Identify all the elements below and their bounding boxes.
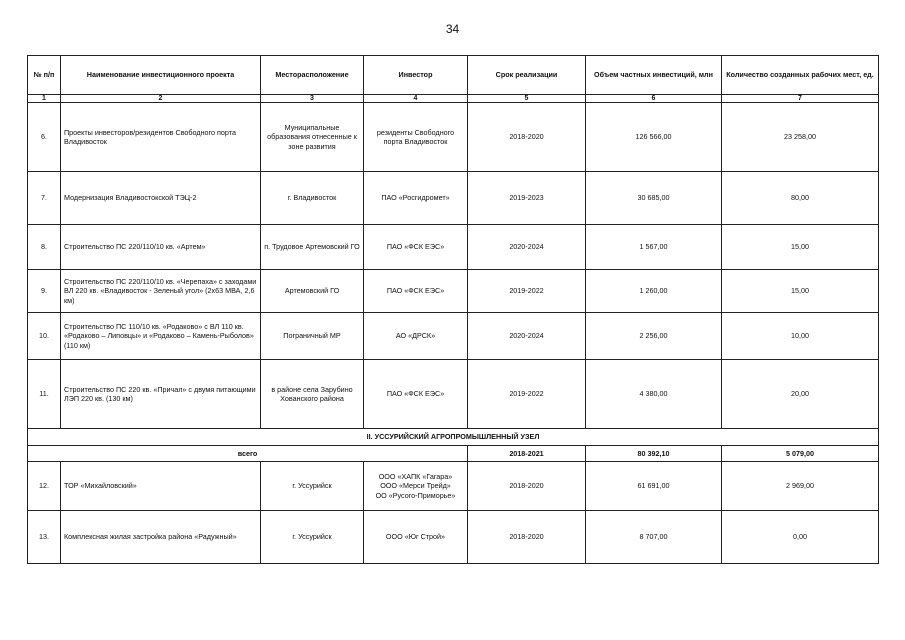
project-period: 2020-2024 bbox=[468, 313, 586, 360]
project-jobs: 20,00 bbox=[722, 360, 879, 429]
project-period: 2018-2020 bbox=[468, 103, 586, 172]
row-number: 12. bbox=[28, 462, 61, 511]
project-investment: 30 685,00 bbox=[586, 172, 722, 225]
project-jobs: 10,00 bbox=[722, 313, 879, 360]
project-investment: 126 566,00 bbox=[586, 103, 722, 172]
project-jobs: 15,00 bbox=[722, 225, 879, 270]
header-period: Срок реализации bbox=[468, 56, 586, 95]
project-investment: 1 260,00 bbox=[586, 270, 722, 313]
project-location: п. Трудовое Артемовский ГО bbox=[261, 225, 364, 270]
project-name: Строительство ПС 220/110/10 кв. «Черепаха» с заходами ВЛ 220 кв. «Владивосток - Зеленый угол» (2х63 МВА, 2,6 км) bbox=[61, 270, 261, 313]
header-investor: Инвестор bbox=[364, 56, 468, 95]
table-row bbox=[28, 511, 879, 564]
project-period: 2018-2020 bbox=[468, 511, 586, 564]
project-investment: 4 380,00 bbox=[586, 360, 722, 429]
column-number: 4 bbox=[364, 95, 468, 103]
row-number: 9. bbox=[28, 270, 61, 313]
row-number: 8. bbox=[28, 225, 61, 270]
table-row bbox=[28, 225, 879, 270]
project-name: ТОР «Михайловский» bbox=[61, 462, 261, 511]
project-name: Строительство ПС 220 кв. «Причал» с двумя питающими ЛЭП 220 кв. (130 км) bbox=[61, 360, 261, 429]
section-row bbox=[28, 429, 879, 446]
project-jobs: 80,00 bbox=[722, 172, 879, 225]
project-jobs: 15,00 bbox=[722, 270, 879, 313]
project-jobs: 23 258,00 bbox=[722, 103, 879, 172]
investment-projects-table bbox=[27, 55, 879, 564]
column-number: 7 bbox=[722, 95, 879, 103]
project-jobs: 2 969,00 bbox=[722, 462, 879, 511]
project-investor: ПАО «ФСК ЕЭС» bbox=[364, 360, 468, 429]
project-period: 2020-2024 bbox=[468, 225, 586, 270]
row-number: 10. bbox=[28, 313, 61, 360]
project-investor: ПАО «ФСК ЕЭС» bbox=[364, 225, 468, 270]
project-period: 2019-2022 bbox=[468, 270, 586, 313]
header-jobs: Количество созданных рабочих мест, ед. bbox=[722, 56, 879, 95]
project-investment: 61 691,00 bbox=[586, 462, 722, 511]
project-period: 2019-2022 bbox=[468, 360, 586, 429]
project-location: г. Владивосток bbox=[261, 172, 364, 225]
row-number: 7. bbox=[28, 172, 61, 225]
column-number: 5 bbox=[468, 95, 586, 103]
column-number-row bbox=[28, 95, 879, 103]
table-row bbox=[28, 360, 879, 429]
column-number: 6 bbox=[586, 95, 722, 103]
header-number: № п/п bbox=[28, 56, 61, 95]
project-investor: АО «ДРСК» bbox=[364, 313, 468, 360]
table-header-row bbox=[28, 56, 879, 95]
project-investor: резиденты Свободного порта Владивосток bbox=[364, 103, 468, 172]
total-period: 2018-2021 bbox=[468, 446, 586, 462]
column-number: 1 bbox=[28, 95, 61, 103]
header-location: Месторасположение bbox=[261, 56, 364, 95]
page-number: 34 bbox=[445, 22, 460, 36]
project-investor: ПАО «ФСК ЕЭС» bbox=[364, 270, 468, 313]
project-investor: ООО «ХАПК «Гагара» ООО «Мерси Трейд» ОО «Русого-Приморье» bbox=[364, 462, 468, 511]
total-investment: 80 392,10 bbox=[586, 446, 722, 462]
total-label: всего bbox=[28, 446, 468, 462]
section-title: II. УССУРИЙСКИЙ АГРОПРОМЫШЛЕННЫЙ УЗЕЛ bbox=[28, 429, 879, 446]
table-row bbox=[28, 103, 879, 172]
header-investment: Объем частных инвестиций, млн bbox=[586, 56, 722, 95]
project-period: 2019-2023 bbox=[468, 172, 586, 225]
project-location: Муниципальные образования отнесенные к зоне развития bbox=[261, 103, 364, 172]
project-investment: 8 707,00 bbox=[586, 511, 722, 564]
table-row bbox=[28, 462, 879, 511]
project-location: г. Уссурийск bbox=[261, 511, 364, 564]
row-number: 6. bbox=[28, 103, 61, 172]
project-name: Строительство ПС 110/10 кв. «Родаково» с ВЛ 110 кв. «Родаково – Липовцы» и «Родаково – Камень-Рыболов» (110 км) bbox=[61, 313, 261, 360]
row-number: 13. bbox=[28, 511, 61, 564]
table-row bbox=[28, 270, 879, 313]
project-location: г. Уссурийск bbox=[261, 462, 364, 511]
total-row bbox=[28, 446, 879, 462]
project-investor: ПАО «Росгидромет» bbox=[364, 172, 468, 225]
table-row bbox=[28, 313, 879, 360]
project-name: Комплексная жилая застройка района «Радужный» bbox=[61, 511, 261, 564]
table-row bbox=[28, 172, 879, 225]
project-location: Пограничный МР bbox=[261, 313, 364, 360]
project-name: Проекты инвесторов/резидентов Свободного порта Владивосток bbox=[61, 103, 261, 172]
row-number: 11. bbox=[28, 360, 61, 429]
project-period: 2018-2020 bbox=[468, 462, 586, 511]
project-investment: 2 256,00 bbox=[586, 313, 722, 360]
project-investor: ООО «Юг Строй» bbox=[364, 511, 468, 564]
total-jobs: 5 079,00 bbox=[722, 446, 879, 462]
project-location: в районе села Зарубино Хованского района bbox=[261, 360, 364, 429]
project-investment: 1 567,00 bbox=[586, 225, 722, 270]
column-number: 2 bbox=[61, 95, 261, 103]
project-jobs: 0,00 bbox=[722, 511, 879, 564]
project-location: Артемовский ГО bbox=[261, 270, 364, 313]
column-number: 3 bbox=[261, 95, 364, 103]
project-name: Строительство ПС 220/110/10 кв. «Артем» bbox=[61, 225, 261, 270]
header-project-name: Наименование инвестиционного проекта bbox=[61, 56, 261, 95]
project-name: Модернизация Владивостокской ТЭЦ-2 bbox=[61, 172, 261, 225]
